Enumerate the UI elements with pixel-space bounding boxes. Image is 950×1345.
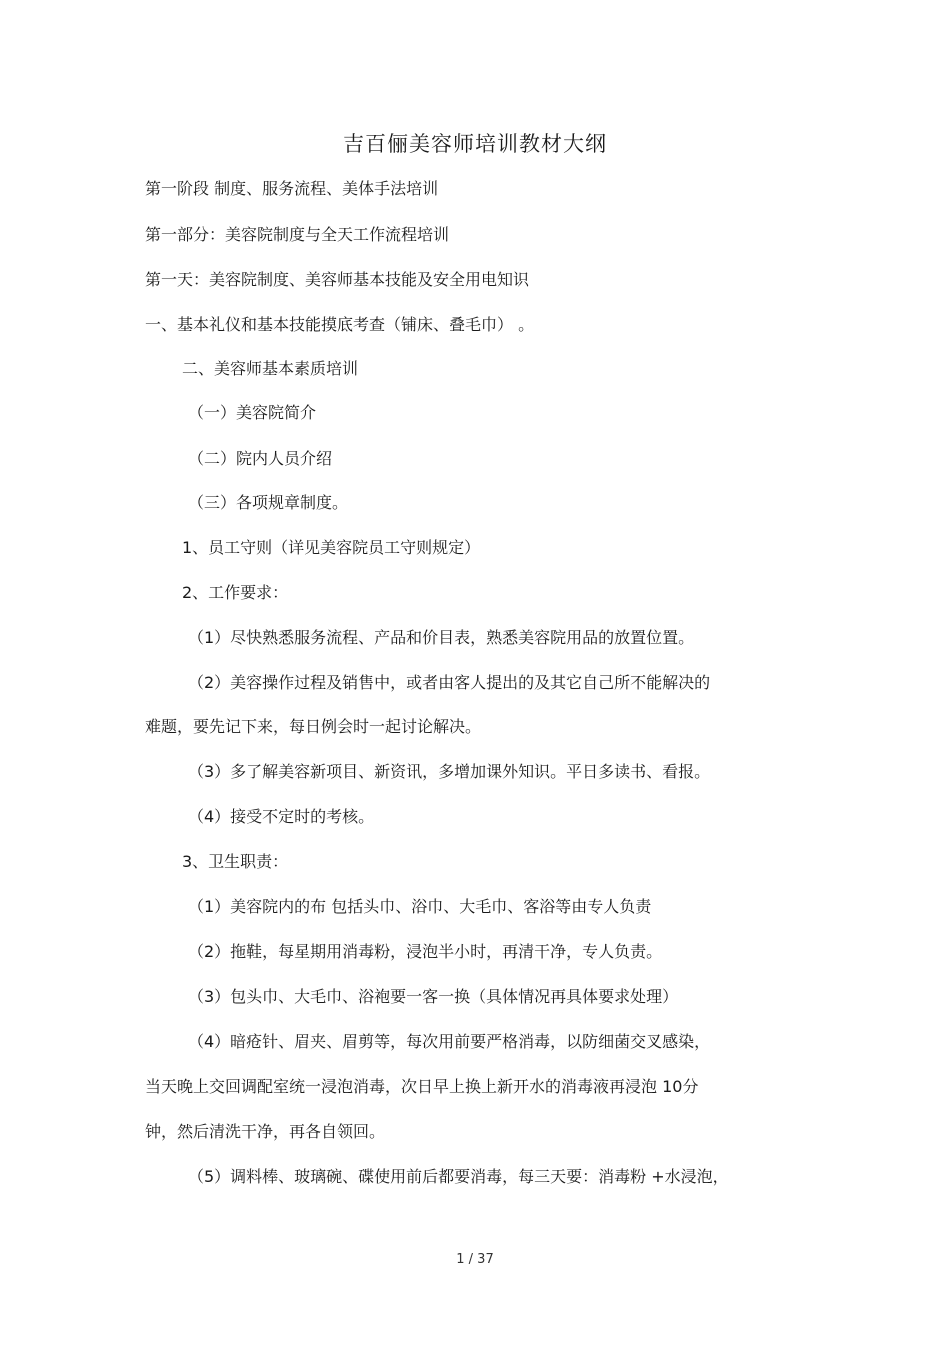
text-line: （一）美容院简介 <box>188 403 317 422</box>
text-line: （1）尽快熟悉服务流程、产品和价目表，熟悉美容院用品的放置位置。 <box>188 628 695 647</box>
text-line: （2）拖鞋，每星期用消毒粉，浸泡半小时，再清干净，专人负责。 <box>188 942 663 961</box>
text-line: 2、工作要求： <box>182 583 289 602</box>
text-line: 第一阶段 制度、服务流程、美体手法培训 <box>145 179 439 198</box>
text-line: 难题，要先记下来，每日例会时一起讨论解决。 <box>145 717 482 736</box>
text-line: （3）多了解美容新项目、新资讯，多增加课外知识。平日多读书、看报。 <box>188 762 711 781</box>
document-title: 吉百俪美容师培训教材大纲 <box>343 132 607 156</box>
text-line: 二、美容师基本素质培训 <box>182 359 359 378</box>
text-line: 第一部分：美容院制度与全天工作流程培训 <box>145 225 450 244</box>
text-line: （二）院内人员介绍 <box>188 449 333 468</box>
text-line: 当天晚上交回调配室统一浸泡消毒，次日早上换上新开水的消毒液再浸泡 10分 <box>145 1077 699 1096</box>
text-line: 一、基本礼仪和基本技能摸底考查（铺床、叠毛巾） 。 <box>145 315 535 334</box>
text-line: （5）调料棒、玻璃碗、碟使用前后都要消毒，每三天要：消毒粉 +水浸泡， <box>188 1167 729 1186</box>
text-line: （4）暗疮针、眉夹、眉剪等，每次用前要严格消毒，以防细菌交叉感染， <box>188 1032 711 1051</box>
text-line: （4）接受不定时的考核。 <box>188 807 375 826</box>
text-line: （三）各项规章制度。 <box>188 493 349 512</box>
text-line: （2）美容操作过程及销售中，或者由客人提出的及其它自己所不能解决的 <box>188 673 711 692</box>
text-line: 1、员工守则（详见美容院员工守则规定） <box>182 538 481 557</box>
text-line: 第一天：美容院制度、美容师基本技能及安全用电知识 <box>145 270 530 289</box>
text-line: （3）包头巾、大毛巾、浴袍要一客一换（具体情况再具体要求处理） <box>188 987 679 1006</box>
text-line: 钟，然后清洗干净，再各自领回。 <box>145 1122 386 1141</box>
text-line: （1）美容院内的布 包括头巾、浴巾、大毛巾、客浴等由专人负责 <box>188 897 652 916</box>
page-number: 1 / 37 <box>456 1252 494 1267</box>
text-line: 3、卫生职责： <box>182 852 289 871</box>
